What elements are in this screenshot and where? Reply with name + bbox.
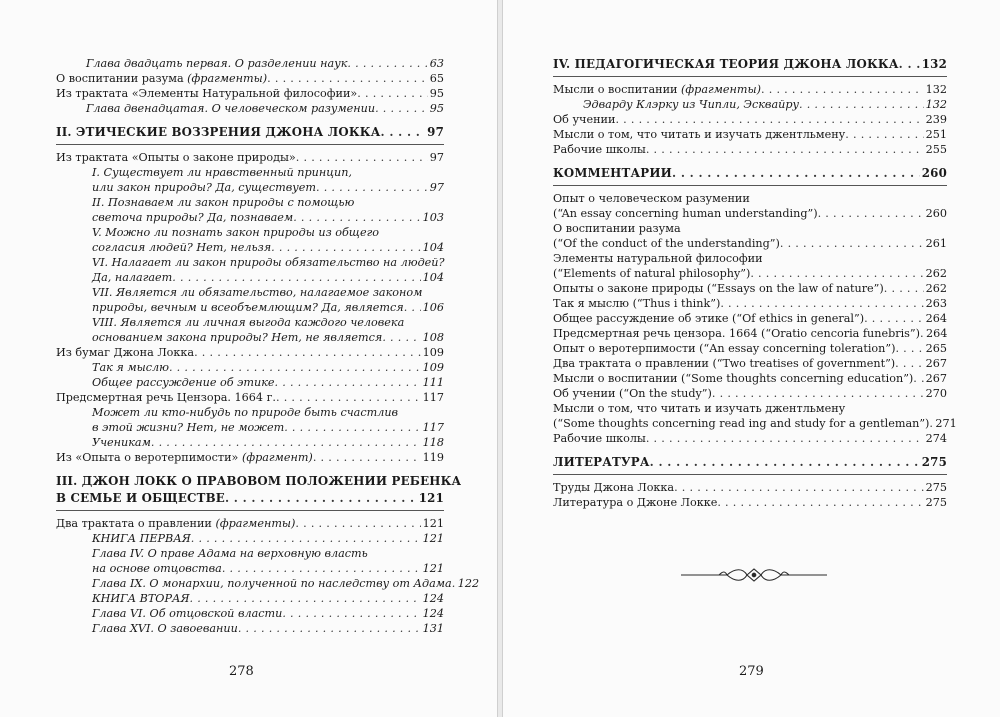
leader-dots	[404, 300, 421, 315]
toc-entry	[553, 431, 947, 446]
leader-dots	[799, 97, 924, 112]
toc-page-number: 97	[429, 181, 444, 194]
toc-page-number: 275	[925, 496, 947, 509]
toc-entry-title: Об учении	[553, 113, 616, 126]
toc-entry	[56, 195, 444, 210]
leader-dots	[191, 531, 421, 546]
leader-dots	[375, 101, 428, 116]
toc-entry-title: Об учении (“On the study”)	[553, 387, 712, 400]
toc-entry-title: Мысли о воспитании (фрагменты)	[553, 83, 762, 96]
toc-page-number: 111	[422, 376, 444, 389]
toc-entry	[56, 390, 444, 405]
toc-page-number: 65	[429, 72, 444, 85]
toc-entry-title: Два трактата о правлении (“Two treatises of government”)	[553, 357, 896, 370]
toc-entry-title: VIII. Является ли личная выгода каждого человека	[92, 316, 405, 329]
toc-entry-title: Так я мыслю	[92, 361, 169, 374]
toc-entry-title: основанием закона природы? Нет, не является	[92, 331, 383, 344]
toc-entry-title: Мысли о воспитании (“Some thoughts concerning education”)	[553, 372, 914, 385]
toc-entry-title: Два трактата о правлении (фрагменты)	[56, 517, 296, 530]
toc-page-number: 262	[925, 267, 947, 280]
leader-dots	[780, 236, 924, 251]
toc-page-number: 106	[422, 301, 444, 314]
toc-entry-title: Предсмертная речь цензора. 1664 (“Oratio cencoria funebris”)	[553, 327, 920, 340]
leader-dots	[151, 435, 421, 450]
toc-entry-title: Общее рассуждение об этике	[92, 376, 275, 389]
toc-entry-title: Глава IV. О праве Адама на верховную власть	[92, 547, 368, 560]
toc-entry-title: Ученикам	[92, 436, 151, 449]
section-gap	[553, 157, 947, 165]
toc-entry	[553, 371, 947, 386]
toc-entry	[553, 142, 947, 157]
toc-entry	[553, 191, 947, 206]
leader-dots	[225, 490, 417, 507]
page-number-right: 279	[739, 664, 764, 679]
toc-entry	[56, 315, 444, 330]
right-page	[502, 0, 1000, 717]
toc-entry-title: Опыт о человеческом разумении	[553, 192, 750, 205]
toc-entry	[56, 165, 444, 180]
section-rule	[553, 474, 947, 475]
leader-dots	[284, 420, 420, 435]
toc-page-number: 251	[925, 128, 947, 141]
toc-entry	[56, 435, 444, 450]
toc-entry-title: ЛИТЕРАТУРА	[553, 455, 650, 469]
leader-dots	[864, 311, 924, 326]
toc-page-number: 265	[925, 342, 947, 355]
toc-page-number: 263	[925, 297, 947, 310]
toc-entry-title: Из трактата «Элементы Натуральной философии»	[56, 87, 358, 100]
toc-entry	[56, 561, 444, 576]
leader-dots	[194, 345, 421, 360]
toc-entry-title: I. Существует ли нравственный принцип,	[92, 166, 352, 179]
leader-dots	[712, 386, 924, 401]
toc-page-number: 267	[925, 357, 947, 370]
toc-entry	[56, 270, 444, 285]
toc-page-number: 260	[925, 207, 947, 220]
toc-entry-title: II. ЭТИЧЕСКИЕ ВОЗЗРЕНИЯ ДЖОНА ЛОККА	[56, 125, 381, 139]
section-gap	[56, 465, 444, 473]
toc-entry-title: Глава VI. Об отцовской власти	[92, 607, 283, 620]
toc-page-number: 117	[422, 421, 444, 434]
leader-dots	[295, 516, 420, 531]
leader-dots	[275, 375, 421, 390]
ornament-divider	[679, 566, 829, 584]
toc-page-number: 270	[925, 387, 947, 400]
leader-dots	[381, 124, 426, 141]
leader-dots	[899, 56, 920, 73]
toc-entry-title: Глава XVI. О завоевании	[92, 622, 238, 635]
toc-entry	[553, 495, 947, 510]
toc-entry	[553, 82, 947, 97]
toc-entry-title: В СЕМЬЕ И ОБЩЕСТВЕ	[56, 491, 225, 505]
toc-entry	[553, 296, 947, 311]
leader-dots	[845, 127, 923, 142]
toc-page-number: 275	[921, 455, 947, 469]
leader-dots	[884, 281, 924, 296]
toc-section-heading	[56, 490, 444, 507]
toc-entry	[56, 420, 444, 435]
toc-entry	[56, 86, 444, 101]
toc-entry	[56, 225, 444, 240]
toc-entry-title: О воспитании разума (фрагменты)	[56, 72, 268, 85]
leader-dots	[293, 210, 420, 225]
toc-entry	[553, 206, 947, 221]
leader-dots	[190, 591, 421, 606]
toc-entry-title: Предсмертная речь Цензора. 1664 г.	[56, 391, 276, 404]
toc-page-number: 117	[422, 391, 444, 404]
toc-section-heading	[56, 473, 462, 490]
toc-entry-title: Мысли о том, что читать и изучать джентльмену	[553, 128, 846, 141]
toc-page-number: 239	[925, 113, 947, 126]
toc-page-number: 122	[457, 577, 480, 590]
toc-section-heading	[553, 454, 947, 471]
toc-entry	[56, 71, 444, 86]
toc-entry	[553, 356, 947, 371]
toc-page-number: 121	[418, 491, 444, 505]
toc-entry-title: КОММЕНТАРИИ	[553, 166, 673, 180]
toc-right	[553, 56, 957, 510]
leader-dots	[615, 112, 923, 127]
toc-entry	[56, 516, 444, 531]
toc-page-number: 260	[921, 166, 947, 180]
toc-entry-title: КНИГА ПЕРВАЯ	[92, 532, 191, 545]
toc-entry	[553, 480, 947, 495]
toc-entry-title: Из «Опыта о веротерпимости» (фрагмент)	[56, 451, 313, 464]
toc-entry-title: (“Elements of natural philosophy”)	[553, 267, 751, 280]
toc-page-number: 118	[422, 436, 444, 449]
toc-entry-title: Общее рассуждение об этике (“Of ethics in general”)	[553, 312, 865, 325]
toc-entry-title: VI. Налагает ли закон природы обязательство на людей?	[92, 256, 445, 269]
toc-entry	[56, 375, 444, 390]
toc-entry-title: природы, вечным и всеобъемлющим? Да, является	[92, 301, 404, 314]
toc-entry-title: Да, налагает	[92, 271, 173, 284]
toc-page-number: 132	[925, 83, 947, 96]
toc-entry	[56, 210, 444, 225]
toc-entry	[56, 180, 444, 195]
toc-entry-title: Литература о Джоне Локке	[553, 496, 718, 509]
toc-page-number: 103	[422, 211, 444, 224]
toc-entry-title: Рабочие школы	[553, 143, 646, 156]
leader-dots	[222, 561, 421, 576]
toc-page-number: 275	[925, 481, 947, 494]
toc-entry-title: (“An essay concerning human understanding”)	[553, 207, 818, 220]
toc-entry-title: II. Познаваем ли закон природы с помощью	[92, 196, 355, 209]
toc-entry	[553, 112, 947, 127]
toc-entry	[553, 97, 947, 112]
toc-entry	[56, 450, 444, 465]
toc-page-number: 274	[925, 432, 947, 445]
toc-page-number: 261	[925, 237, 947, 250]
toc-entry-title: О воспитании разума	[553, 222, 681, 235]
toc-entry	[553, 326, 947, 341]
toc-entry	[553, 221, 947, 236]
toc-entry-title: Так я мыслю (“Thus i think”)	[553, 297, 721, 310]
toc-left	[56, 56, 480, 636]
leader-dots	[895, 341, 923, 356]
toc-entry	[56, 345, 444, 360]
toc-entry	[56, 546, 444, 561]
leader-dots	[672, 165, 920, 182]
leader-dots	[267, 71, 428, 86]
toc-page-number: 264	[925, 327, 948, 340]
toc-entry-title: Труды Джона Локка	[553, 481, 675, 494]
toc-page-number: 104	[422, 241, 444, 254]
leader-dots	[913, 371, 923, 386]
toc-entry-title: на основе отцовства	[92, 562, 222, 575]
toc-entry	[553, 341, 947, 356]
toc-page-number: 119	[422, 451, 444, 464]
leader-dots	[717, 495, 923, 510]
leader-dots	[172, 270, 420, 285]
leader-dots	[646, 431, 924, 446]
toc-page-number: 109	[422, 361, 444, 374]
toc-entry-title: в этой жизни? Нет, не может	[92, 421, 285, 434]
leader-dots	[650, 454, 920, 471]
leader-dots	[313, 450, 421, 465]
toc-page-number: 97	[429, 151, 444, 164]
toc-page-number: 109	[422, 346, 444, 359]
toc-entry-title: Глава двадцать первая. О разделении наук	[86, 57, 348, 70]
section-gap	[553, 446, 947, 454]
toc-entry	[553, 266, 947, 281]
leader-dots	[750, 266, 923, 281]
leader-dots	[316, 180, 428, 195]
toc-entry-title: Из бумаг Джона Локка	[56, 346, 195, 359]
toc-page-number: 131	[422, 622, 444, 635]
toc-entry	[56, 576, 480, 591]
toc-entry-title: Глава IX. О монархии, полученной по наследству от Адама	[92, 577, 452, 590]
toc-page-number: 271	[935, 417, 957, 430]
toc-page-number: 124	[422, 607, 444, 620]
toc-entry-title: Глава двенадцатая. О человеческом разумении	[86, 102, 376, 115]
leader-dots	[357, 86, 427, 101]
leader-dots	[382, 330, 420, 345]
toc-entry	[56, 56, 444, 71]
toc-page-number: 121	[422, 532, 444, 545]
toc-entry	[553, 401, 947, 416]
toc-page-number: 108	[422, 331, 444, 344]
toc-entry-title: (“Of the conduct of the understanding”)	[553, 237, 780, 250]
toc-entry-title: Может ли кто-нибудь по природе быть счастлив	[92, 406, 399, 419]
leader-dots	[674, 480, 924, 495]
toc-entry-title: Мысли о том, что читать и изучать джентльмену	[553, 402, 846, 415]
leader-dots	[169, 360, 421, 375]
leader-dots	[646, 142, 924, 157]
leader-dots	[895, 356, 923, 371]
toc-section-heading	[553, 56, 947, 73]
toc-entry	[553, 281, 947, 296]
toc-page-number: 262	[925, 282, 947, 295]
toc-entry	[56, 240, 444, 255]
toc-entry-title: VII. Является ли обязательство, налагаемое законом	[92, 286, 423, 299]
leader-dots	[276, 390, 421, 405]
toc-entry	[56, 531, 444, 546]
toc-entry-title: согласия людей? Нет, нельзя	[92, 241, 272, 254]
toc-entry	[56, 621, 444, 636]
section-rule	[56, 144, 444, 145]
left-page	[0, 0, 498, 717]
toc-entry-title: Эдварду Клэрку из Чипли, Эсквайру	[583, 98, 799, 111]
toc-entry	[56, 591, 444, 606]
toc-entry	[56, 300, 444, 315]
leader-dots	[271, 240, 421, 255]
toc-entry-title: (“Some thoughts concerning read ing and study for a gentleman”)	[553, 417, 930, 430]
toc-entry-title: V. Можно ли познать закон природы из общего	[92, 226, 379, 239]
toc-entry-title: IV. ПЕДАГОГИЧЕСКАЯ ТЕОРИЯ ДЖОНА ЛОККА	[553, 57, 899, 71]
toc-page-number: 95	[429, 102, 444, 115]
leader-dots	[720, 296, 923, 311]
toc-entry	[553, 127, 947, 142]
leader-dots	[761, 82, 924, 97]
toc-page-number: 63	[429, 57, 444, 70]
toc-entry	[553, 236, 947, 251]
page-number-left: 278	[229, 664, 254, 679]
leader-dots	[347, 56, 427, 71]
toc-entry	[553, 311, 947, 326]
toc-entry-title: Из трактата «Опыты о законе природы»	[56, 151, 296, 164]
toc-entry-title: светоча природы? Да, познаваем	[92, 211, 294, 224]
toc-page-number: 104	[422, 271, 444, 284]
toc-entry-title: Опыты о законе природы (“Essays on the law of nature”)	[553, 282, 884, 295]
leader-dots	[296, 150, 428, 165]
toc-entry-title: КНИГА ВТОРАЯ	[92, 592, 190, 605]
section-rule	[56, 510, 444, 511]
toc-page-number: 121	[422, 517, 444, 530]
toc-entry-title: или закон природы? Да, существует	[92, 181, 316, 194]
toc-page-number: 124	[422, 592, 444, 605]
leader-dots	[282, 606, 420, 621]
toc-page-number: 95	[429, 87, 444, 100]
toc-entry	[553, 251, 947, 266]
toc-entry-title: III. ДЖОН ЛОКК О ПРАВОВОМ ПОЛОЖЕНИИ РЕБЕНКА	[56, 474, 462, 488]
toc-entry	[56, 405, 444, 420]
toc-entry-title: Опыт о веротерпимости (“An essay concerning toleration”)	[553, 342, 896, 355]
leader-dots	[238, 621, 421, 636]
toc-page-number: 121	[422, 562, 444, 575]
toc-entry	[56, 360, 444, 375]
toc-entry	[56, 101, 444, 116]
toc-entry	[56, 606, 444, 621]
leader-dots	[818, 206, 924, 221]
toc-section-heading	[56, 124, 444, 141]
toc-page-number: 255	[925, 143, 947, 156]
toc-entry-title: Рабочие школы	[553, 432, 646, 445]
toc-page-number: 264	[925, 312, 947, 325]
toc-entry	[56, 255, 444, 270]
toc-entry	[56, 330, 444, 345]
section-rule	[553, 76, 947, 77]
toc-page-number: 267	[925, 372, 947, 385]
toc-entry	[56, 150, 444, 165]
toc-page-number: 132	[925, 98, 947, 111]
toc-page-number: 97	[427, 125, 444, 139]
section-gap	[56, 116, 444, 124]
toc-entry	[56, 285, 444, 300]
toc-entry-title: Элементы натуральной философии	[553, 252, 763, 265]
toc-section-heading	[553, 165, 947, 182]
toc-page-number: 132	[921, 57, 947, 71]
toc-entry	[553, 386, 947, 401]
toc-entry	[553, 416, 957, 431]
section-rule	[553, 185, 947, 186]
